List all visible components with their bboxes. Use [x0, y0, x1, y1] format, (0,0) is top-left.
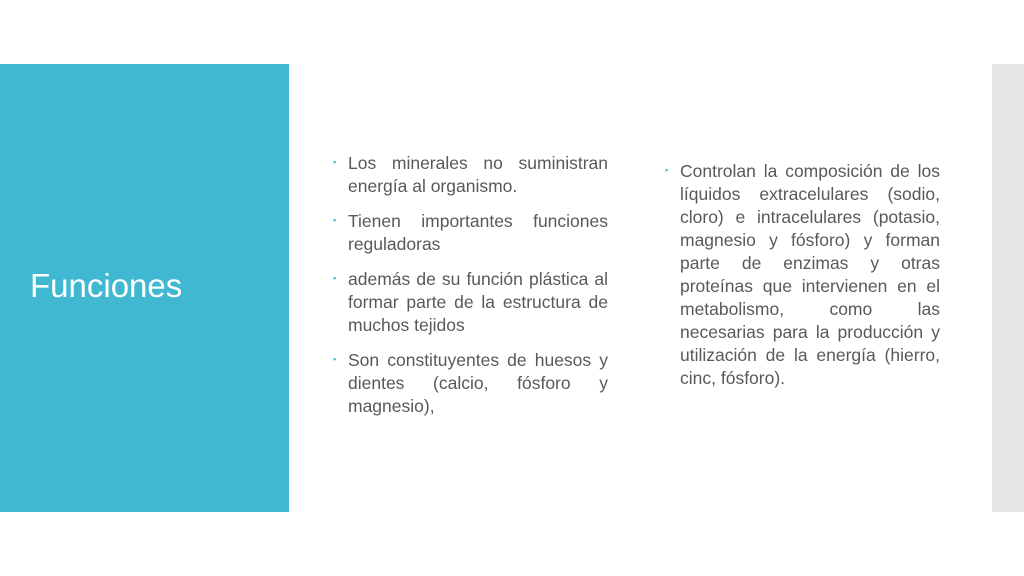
left-column: [332, 152, 608, 430]
bullet-dot-icon: ▪: [333, 157, 337, 167]
bullet-dot-icon: ▪: [333, 215, 337, 225]
bullet-text: Los minerales no suministran energía al organismo.: [348, 153, 608, 196]
bullet-item: [332, 349, 608, 418]
bullet-dot-icon: ▪: [665, 165, 669, 175]
bullet-item: [332, 210, 608, 256]
bullet-text: Tienen importantes funciones reguladoras: [348, 211, 608, 254]
slide-title: Funciones: [30, 267, 183, 304]
bullet-item: [332, 268, 608, 337]
bullet-text: Son constituyentes de huesos y dientes (calcio, fósforo y magnesio),: [348, 350, 608, 416]
bullet-dot-icon: ▪: [333, 273, 337, 283]
bullet-item: [332, 152, 608, 198]
right-side-strip: [992, 64, 1024, 512]
bullet-item: [664, 160, 940, 390]
bullet-text: Controlan la composición de los líquidos extracelulares (sodio, cloro) e intracelulares (potasio, magnesio y fósforo) y forman parte de enzimas y otras proteínas que intervienen en el metabolismo, como las necesarias para la producción y utilización de la energía (hierro, cinc, fósforo).: [680, 161, 940, 388]
right-column: [664, 160, 940, 390]
bullet-dot-icon: ▪: [333, 354, 337, 364]
bullet-text: además de su función plástica al formar parte de la estructura de muchos tejidos: [348, 269, 608, 335]
